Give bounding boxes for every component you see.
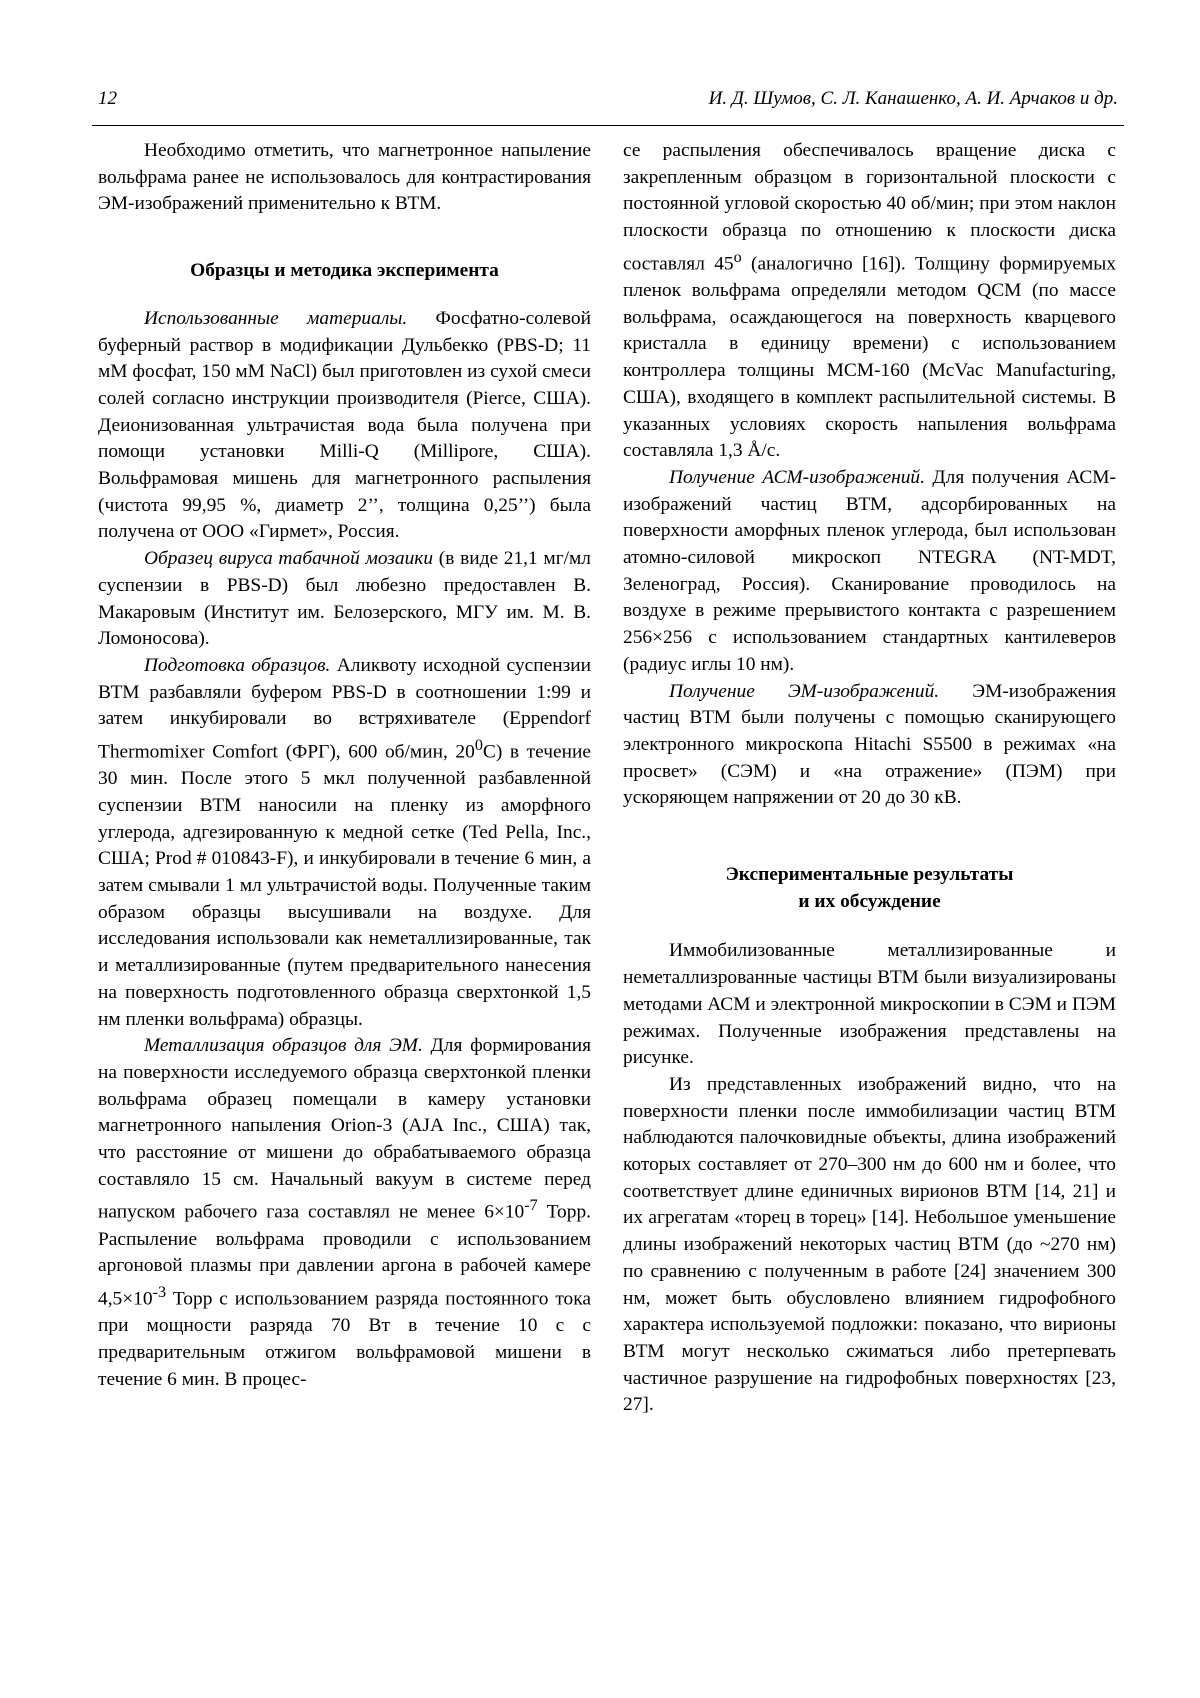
continued-text-a: се распыления обеспечивалось вращение диска с закрепленным образцом в горизонтальной плоскости с постоянной угловой скоростью 40 об/мин; при этом наклон плоскости образца по отношению к плоскости диска составлял 45: [623, 140, 1116, 275]
results-paragraph-2: Из представленных изображений видно, что на поверхности пленки после иммобилизации частиц ВТМ наблюдаются палочковидные объекты, длина изображений которых составляет от 270–300 нм до 600 нм и более, что соответствует длине единичных вирионов ВТМ [14, 21] и их агрегатам «торец в торец» [14]. Небольшое уменьшение длины изображений некоторых частиц ВТМ (до ~270 нм) по сравнению с полученным в работе [24] значением 300 нм, может быть обусловлено влиянием гидрофобного характера используемой подложки: показано, что вирионы ВТМ могут несколько сжиматься либо претерпевать частичное разрушение на гидрофобных поверхностях [23, 27].: [623, 1073, 1116, 1416]
continued-text-b: (аналогично [16]). Толщину формируемых пленок вольфрама определяли методом QCM (по массе вольфрама, осаждающегося на поверхность кварцевого кристалла в единицу времени) с использованием контроллера толщины MCM-160 (McVac Manufacturing, США), входящего в комплект распылительной системы. В указанных условиях скорость напыления вольфрама составляла 1,3 Å/с.: [623, 253, 1116, 462]
results-title-line1: Экспериментальные результаты: [725, 864, 1014, 886]
left-column: [98, 138, 591, 1393]
prep-superscript: 0: [474, 737, 483, 755]
results-paragraph-1: Иммобилизованные металлизированные и неметаллизрованные частицы ВТМ были визуализированы методами АСМ и электронной микроскопии в СЭМ и ПЭМ режимах. Полученные изображения представлены на рисунке.: [623, 940, 1116, 1069]
right-column: [623, 138, 1116, 1419]
page-header: [98, 88, 1118, 124]
results-title-line2: и их обсуждение: [798, 890, 941, 912]
page-number: 12: [98, 88, 117, 109]
header-rule: [92, 125, 1124, 126]
em-label: Получение ЭМ-изображений.: [669, 680, 940, 702]
metal-paragraph: [98, 1033, 591, 1393]
virus-text: (в виде 21,1 мг/мл суспензии в PBS-D) был любезно предоставлен В. Макаровым (Институт им. Белозерского, МГУ им. М. В. Ломоносова).: [98, 548, 591, 650]
virus-paragraph: [98, 546, 591, 653]
prep-paragraph: [98, 653, 591, 1033]
metal-label: Металлизация образцов для ЭМ.: [144, 1035, 423, 1057]
materials-text: Фосфатно-солевой буферный раствор в модификации Дульбекко (PBS-D; 11 мМ фосфат, 150 мМ NaCl) был приготовлен из сухой смеси солей согласно инструкции производителя (Pierce, США). Деионизованная ультрачистая вода была получена при помощи установки Milli-Q (Millipore, США). Вольфрамовая мишень для магнетронного распыления (чистота 99,95 %, диаметр 2’’, толщина 0,25’’) была получена от ООО «Гирмет», Россия.: [98, 307, 591, 543]
metal-text-c: Торр с использованием разряда постоянного тока при мощности разряда 70 Вт в течение 10 с с предварительным отжигом вольфрамовой мишени в течение 6 мин. В процес-: [98, 1288, 591, 1390]
metal-text-b: Торр. Распыление вольфрама проводили с использованием аргоновой плазмы при давлении аргона в рабочей камере 4,5×10: [98, 1201, 591, 1310]
materials-label: Использованные материалы.: [144, 307, 408, 329]
em-paragraph: [623, 679, 1116, 813]
running-head-authors: И. Д. Шумов, С. Л. Канашенко, А. И. Арчаков и др.: [708, 88, 1118, 109]
afm-label: Получение АСМ-изображений.: [669, 466, 925, 488]
section-title-results: [623, 862, 1116, 915]
section-title-methods: Образцы и методика эксперимента: [190, 260, 499, 282]
continued-paragraph: [623, 138, 1116, 465]
prep-label: Подготовка образцов.: [144, 654, 331, 676]
afm-text: Для получения АСМ-изображений частиц ВТМ, адсорбированных на поверхности аморфных пленок углерода, был использован атомно-силовой микроскоп NTEGRA (NT-MDT, Зеленоград, Россия). Сканирование проводилось на воздухе в режиме прерывистого контакта с разрешением 256×256 с использованием стандартных кантилеверов (радиус иглы 10 нм).: [623, 466, 1116, 675]
metal-superscript-2: -3: [152, 1284, 167, 1302]
virus-label: Образец вируса табачной мозаики: [144, 548, 434, 570]
degree-superscript: o: [733, 248, 742, 266]
metal-text-a: Для формирования на поверхности исследуемого образца сверхтонкой пленки вольфрама образец помещали в камеру установки магнетронного напыления Orion-3 (AJA Inc., США) так, что расстояние от мишени до обрабатываемого образца составляло 15 см. Начальный вакуум в системе перед напуском рабочего газа составлял не менее 6×10: [98, 1035, 591, 1223]
intro-paragraph: Необходимо отметить, что магнетронное напыление вольфрама ранее не использовалось для контрастирования ЭМ-изображений применительно к ВТМ.: [98, 140, 591, 215]
prep-text-b: С) в течение 30 мин. После этого 5 мкл полученной разбавленной суспензии ВТМ наносили на пленку из аморфного углерода, адгезированную к медной сетке (Ted Pella, Inc., США; Prod # 010843-F), и инкубировали в течение 6 мин, а затем смывали 1 мл ультрачистой воды. Полученные таким образом образцы высушивали на воздухе. Для исследования использовали как неметаллизированные, так и металлизированные (путем предварительного нанесения на поверхность подготовленного образца сверхтонкой 1,5 нм пленки вольфрама) образцы.: [98, 741, 591, 1030]
metal-superscript-1: -7: [524, 1197, 538, 1215]
prep-text-a: Аликвоту исходной суспензии ВТМ разбавляли буфером PBS-D в соотношении 1:99 и затем инкубировали во встряхивателе (Eppendorf Thermomixer Comfort (ФРГ), 600 об/мин, 20: [98, 654, 591, 763]
em-text: ЭМ-изображения частиц ВТМ были получены с помощью сканирующего электронного микроскопа Hitachi S5500 в режимах «на просвет» (СЭМ) и «на отражение» (ПЭМ) при ускоряющем напряжении от 20 до 30 кВ.: [623, 680, 1116, 809]
afm-paragraph: [623, 465, 1116, 679]
materials-paragraph: [98, 306, 591, 546]
